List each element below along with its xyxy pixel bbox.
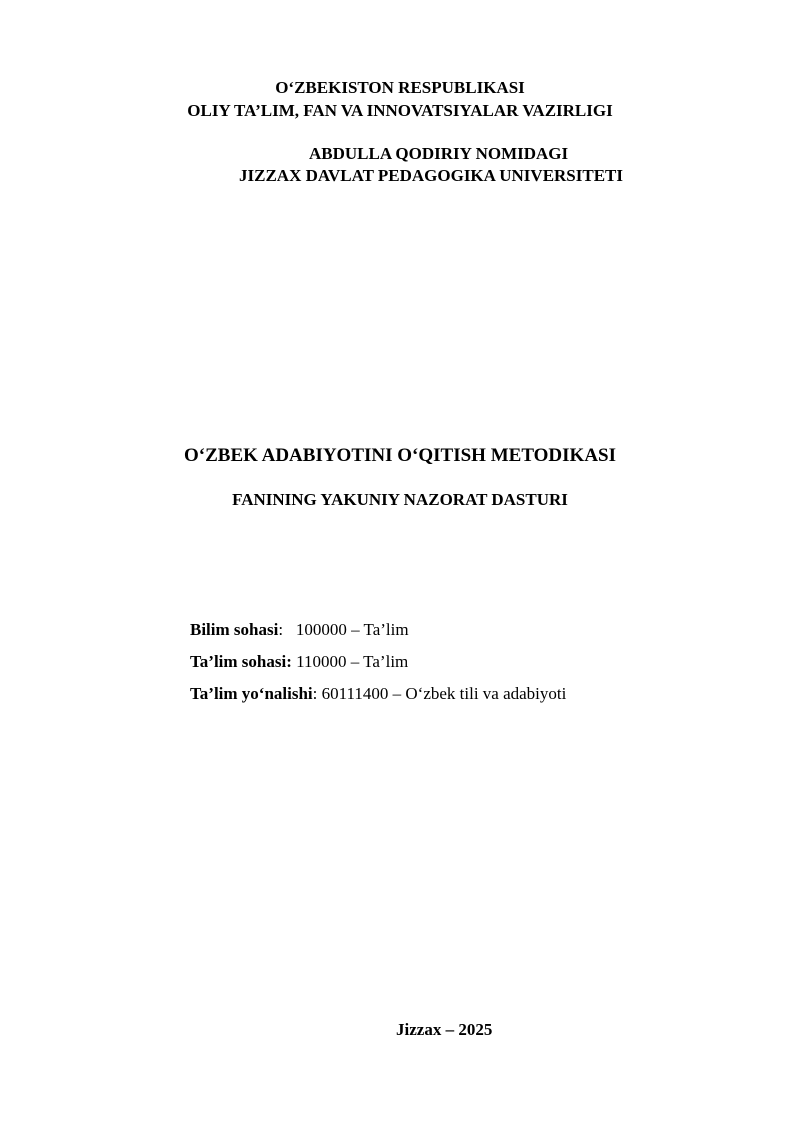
field-separator: : [312,684,322,703]
field-talim-sohasi [190,653,408,670]
field-value: 110000 – Ta’lim [296,652,409,671]
field-separator: : [278,620,296,639]
university-heading: JIZZAX DAVLAT PEDAGOGIKA UNIVERSITETI [239,166,624,185]
named-after-heading: ABDULLA QODIRIY NOMIDAGI [309,144,569,163]
field-value: 60111400 – O‘zbek tili va adabiyoti [321,684,567,703]
document-subtitle: FANINING YAKUNIY NAZORAT DASTURI [232,490,568,509]
field-bilim-sohasi [190,621,409,638]
ministry-heading: OLIY TA’LIM, FAN VA INNOVATSIYALAR VAZIRLIGI [187,101,613,120]
country-heading: O‘ZBEKISTON RESPUBLIKASI [275,78,525,97]
field-label: Bilim sohasi [190,620,279,639]
field-label: Ta’lim sohasi: [190,652,292,671]
field-talim-yonalishi [190,685,566,702]
place-year: Jizzax – 2025 [396,1020,493,1039]
field-label: Ta’lim yo‘nalishi [190,684,313,703]
document-title: O‘ZBEK ADABIYOTINI O‘QITISH METODIKASI [184,445,616,466]
field-value: 100000 – Ta’lim [295,620,409,639]
